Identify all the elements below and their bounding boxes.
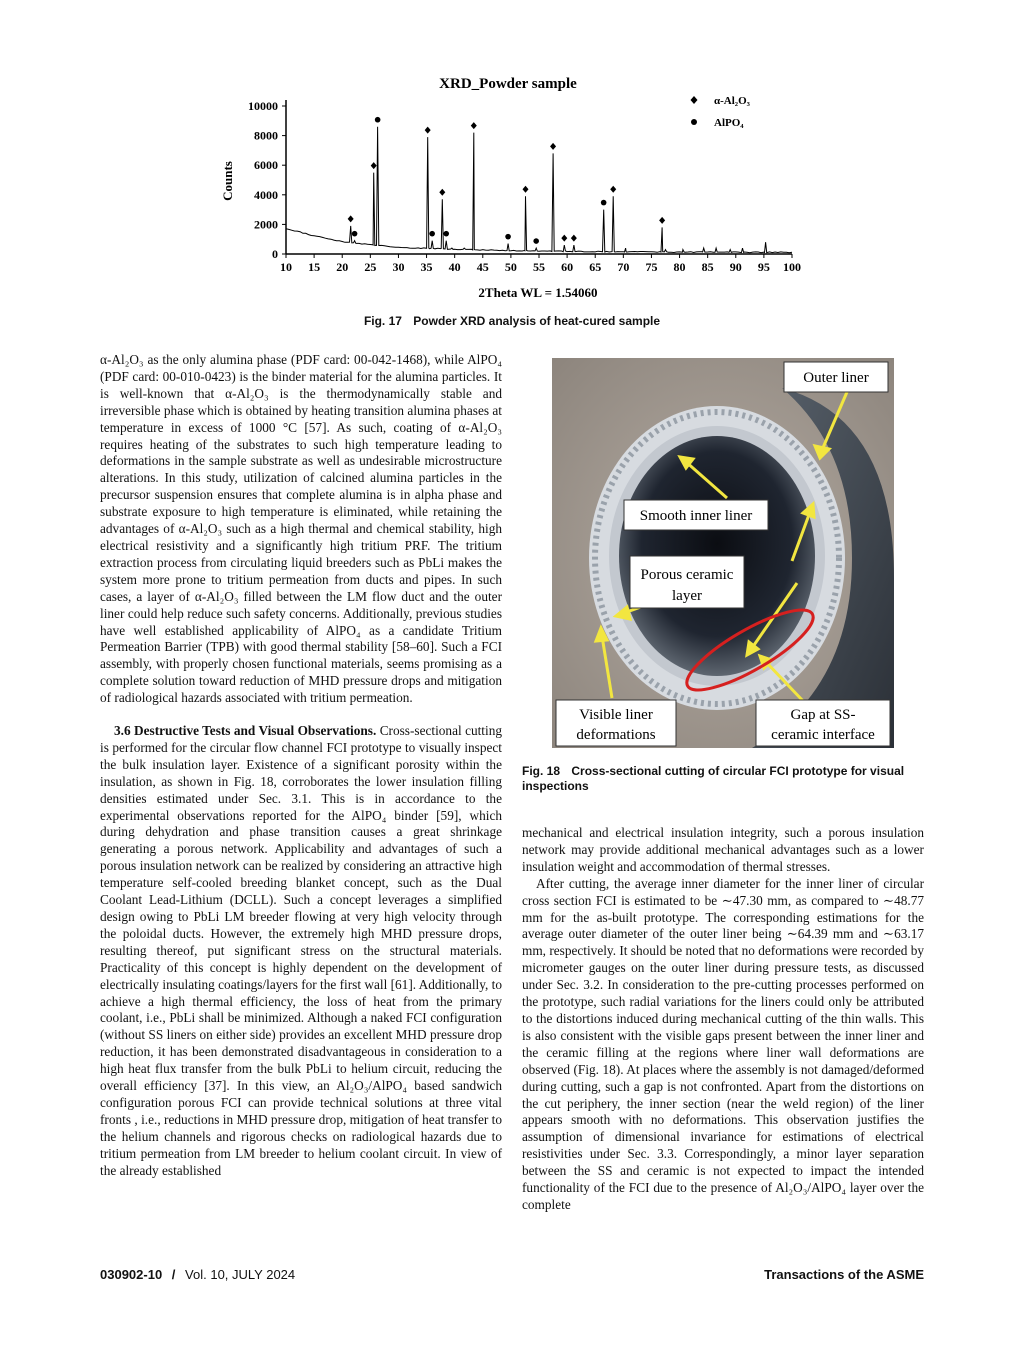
- x-tick-label: 85: [701, 260, 714, 274]
- y-axis-label: Counts: [220, 161, 235, 201]
- x-tick-label: 30: [392, 260, 405, 274]
- x-tick-label: 75: [645, 260, 658, 274]
- left-paragraph-2-text: Cross-sectional cutting is performed for the circular flow channel FCI prototype to visually inspect the bulk insulation layer. Existence of a significant porosity within the insulation, as shown in Fig. 18, corroborates the lower insulation filling densities estimated under Sec. 3.1. This is in accordance to the experimental observations reported for the AlPO₄ binder [59], which during dehydration and phase transition causes a great shrinkage generating a porous network. Applicability and advantages of such a porous insulation network can be realized by considering an attractive high temperature self-cooled breeding blanket concept, such as the Dual Coolant Lead-Lithium (DCLL). Such a concept leverages a simplified design owing to PbLi LM breeder flowing at very high velocity through the poloidal ducts. However, the extremely high MHD pressure drops, resulting thereof, put significant stress on the structural materials. Practicality of this concept is highly dependent on the development of electrically insulating coatings/layers for the first wall [61]. Additionally, to achieve a high thermal efficiency, the loss of heat from the primary coolant, i.e., PbLi shall be minimized. Although a naked FCI configuration (without SS liners on either side) provides an excellent MHD pressure drop reduction, it has been demonstrated disadvantageous in consideration to a high heat flux transfer from the bulk PbLi to helium circuit, reducing the overall efficiency [37]. In this view, an Al₂O₃/AlPO₄ based sandwich configuration porous FCI can provide technical solutions at three vital fronts , i.e., reductions in MHD pressure drop, mitigation of heat transfer to the helium channels and rigorous checks on radiological hazards due to tritium permeation from LM breeder to helium coolant circuit. In view of the already established: [100, 723, 503, 1178]
- figure-18-caption-text: Cross-sectional cutting of circular FCI prototype for visual inspections: [522, 764, 905, 793]
- left-column: [100, 352, 502, 1180]
- alpo4-peak-marker: [429, 231, 435, 237]
- alpha-alumina-peak-marker: [561, 235, 567, 242]
- figure-17-chart: [210, 66, 820, 306]
- alpha-alumina-peak-marker: [571, 235, 577, 242]
- figure-18-caption: [522, 764, 924, 794]
- right-paragraph-1: mechanical and electrical insulation integrity, such a porous insulation network may provide additional mechanical advantages such as a lower insulation weight and accommodation of thermal stresses.: [522, 825, 924, 874]
- y-tick-label: 6000: [254, 158, 278, 173]
- page-number: 030902-10: [100, 1267, 163, 1282]
- journal-name: Transactions of the ASME: [764, 1267, 924, 1282]
- label-smooth-inner-liner: [624, 500, 768, 530]
- legend-dot-marker: [691, 119, 697, 125]
- x-tick-label: 40: [448, 260, 461, 274]
- y-tick-label: 0: [272, 247, 278, 261]
- figure-18-label: Fig. 18: [522, 764, 561, 778]
- alpha-alumina-peak-marker: [471, 122, 477, 129]
- figure-17-caption-text: Powder XRD analysis of heat-cured sample: [413, 314, 661, 328]
- xrd-chart-svg: [210, 66, 820, 306]
- x-axis-label: 2Theta WL = 1.54060: [478, 285, 598, 300]
- figure-17-caption: [0, 314, 1024, 328]
- alpha-alumina-peak-marker: [439, 189, 445, 196]
- section-heading: 3.6 Destructive Tests and Visual Observations.: [114, 723, 377, 739]
- x-tick-label: 45: [476, 260, 489, 274]
- porous-ceramic-text-2: layer: [672, 588, 702, 604]
- right-paragraph-2: After cutting, the average inner diameter for the inner liner of circular cross section FCI is estimated to be ∼47.30 mm, as compared to ∼48.77 mm for the as-built prototype. The corresponding estimations for the average outer diameter of the outer liner being ∼64.39 mm and ∼63.17 mm, respectively. It should be noted that no deformations were recorded by micrometer gauges on the outer liner during pressure tests, as discussed under Sec. 3.2. In consideration to the pre-cutting processes performed on the prototype, such radial variations for the liners could only be attributed to the distortions induced during mechanical cutting of the thin walls. This is also consistent with the visible gaps present between the inner liner and the ceramic filling at the regions where liner wall deformations are observed (Fig. 18). At places where the assembly is not damaged/deformed during cutting, such a gap is not confronted. Apart from the distortions on the cut periphery, the inner section (near the weld region) of the liner appears smooth with no deformations. This observation justifies the assumption of dimensional invariance for estimations of electrical resistivities under Sec. 3.3. Correspondingly, a minor layer separation between the SS and ceramic is not expected to impact the intended functionality of the FCI due to the presence of Al₂O₃/AlPO₄ layer over the complete: [522, 875, 924, 1212]
- x-tick-label: 25: [364, 260, 377, 274]
- alpha-alumina-peak-marker: [425, 127, 431, 134]
- y-tick-label: 2000: [254, 217, 278, 232]
- alpo4-peak-marker: [533, 238, 539, 244]
- visible-deformations-text-2: deformations: [576, 727, 656, 743]
- left-paragraph-2: [100, 723, 502, 1179]
- y-tick-label: 8000: [254, 128, 278, 143]
- left-paragraph-1: α-Al₂O₃ as the only alumina phase (PDF card: 00-042-1468), while AlPO₄ (PDF card: 00-010-0423) is the binder material for the alumina particles. It is well-known that α-Al₂O₃ is the thermodynamically stable and irreversible phase which is obtained by heating transition alumina phases at temperature in excess of 1000 °C [57]. As such, coating of α-Al₂O₃ requires heating of the substrates to such high temperature leading to deformations in the sample substrate as well as undesirable microstructure alterations. In this study, utilization of calcined alumina particles in the precursor suspension ensures that complete alumina is in alpha phase and substrate exposure to high temperature is eliminated, while retaining the advantages of α-Al₂O₃ such as a high thermal and chemical stability, high electrical resistivity and a significantly high tritium PRF. The tritium extraction process from circulating liquid breeders such as PbLi makes the system more prone to tritium permeation from ducts and pipes. In such cases, a layer of α-Al₂O₃ filled between the LM flow duct and the outer liner could help reduce such safety concerns. Additionally, previous studies have well established applicability of AlPO₄ as a candidate Tritium Permeation Barrier (TPB) with good thermal stability [58–60]. Such a FCI assembly, with properly chosen functional materials, seems promising as a complete solution toward reduction of MHD pressure drops and mitigation of radiological hazards associated with tritium permeation.: [100, 352, 502, 706]
- legend-entry-label: α-Al₂O₃: [714, 95, 750, 107]
- label-outer-liner: [784, 362, 888, 392]
- alpo4-peak-marker: [505, 234, 511, 240]
- figure-17-label: Fig. 17: [363, 314, 402, 328]
- legend-entry-label: AlPO₄: [714, 117, 744, 129]
- footer-left: [100, 1267, 295, 1282]
- alpo4-peak-marker: [443, 231, 449, 237]
- x-tick-label: 100: [783, 260, 801, 274]
- x-tick-label: 70: [617, 260, 630, 274]
- footer-separator: /: [171, 1267, 176, 1282]
- chart-title: XRD_Powder sample: [439, 76, 577, 92]
- label-visible-deformations: [556, 700, 676, 746]
- alpha-alumina-peak-marker: [659, 217, 665, 224]
- alpo4-peak-marker: [352, 231, 358, 237]
- x-tick-label: 15: [308, 260, 321, 274]
- x-tick-label: 20: [336, 260, 349, 274]
- x-tick-label: 80: [673, 260, 686, 274]
- visible-deformations-text-1: Visible liner: [579, 707, 653, 723]
- x-tick-label: 65: [589, 260, 602, 274]
- alpha-alumina-peak-marker: [523, 186, 529, 193]
- label-gap-interface: [756, 700, 890, 746]
- fci-cross-section-illustration: [552, 358, 894, 748]
- x-tick-label: 35: [420, 260, 433, 274]
- volume-info: Vol. 10, JULY 2024: [185, 1267, 296, 1282]
- alpo4-peak-marker: [601, 200, 607, 206]
- x-tick-label: 60: [561, 260, 574, 274]
- smooth-inner-liner-text: Smooth inner liner: [639, 508, 753, 524]
- y-tick-label: 10000: [248, 99, 278, 113]
- chart-trace: [286, 127, 792, 253]
- chart-markers: [348, 117, 665, 244]
- alpha-alumina-peak-marker: [610, 186, 616, 193]
- figure-18-photo: [552, 358, 894, 748]
- x-tick-label: 95: [757, 260, 770, 274]
- alpha-alumina-peak-marker: [348, 215, 354, 222]
- gap-interface-text-2: ceramic interface: [771, 727, 875, 743]
- outer-liner-text: Outer liner: [803, 370, 869, 386]
- alpha-alumina-peak-marker: [550, 143, 556, 150]
- label-porous-ceramic: [630, 556, 744, 608]
- y-tick-label: 4000: [254, 187, 278, 202]
- gap-interface-text-1: Gap at SS-: [790, 707, 856, 723]
- x-tick-label: 90: [729, 260, 742, 274]
- x-tick-label: 55: [533, 260, 545, 274]
- legend-diamond-marker: [691, 96, 698, 104]
- right-column: [522, 825, 924, 1214]
- alpo4-peak-marker: [375, 117, 381, 123]
- x-tick-label: 50: [504, 260, 517, 274]
- porous-ceramic-text-1: Porous ceramic: [640, 567, 734, 583]
- chart-legend: [691, 95, 751, 129]
- xrd-trace-line: [286, 127, 792, 253]
- alpha-alumina-peak-marker: [371, 162, 377, 169]
- x-tick-label: 10: [280, 260, 292, 274]
